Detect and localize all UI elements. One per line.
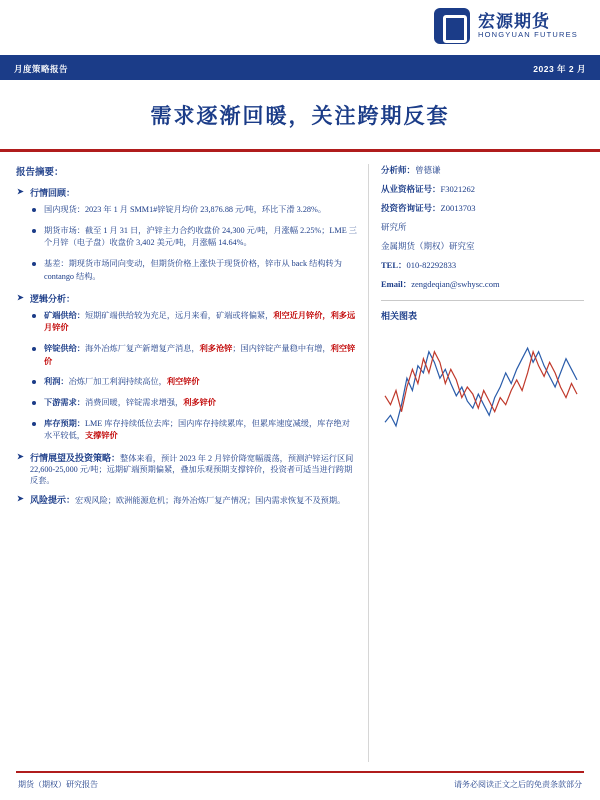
related-chart (381, 328, 581, 446)
logic-analysis-items (30, 310, 358, 444)
qualification-value: F3021262 (440, 184, 475, 194)
summary-heading: 报告摘要： (16, 167, 64, 178)
chart-svg (381, 328, 581, 446)
document-footer (0, 771, 600, 800)
brand-text (478, 13, 578, 39)
summary-list (16, 186, 358, 506)
section-label: 行情回顾： (30, 188, 76, 198)
list-item-text: 国内现货：2023 年 1 月 SMM1#锌锭月均价 23,876.88 元/吨，环比下滑 3.28%。 (44, 205, 327, 214)
item-text: LME 库存持续低位去库；国内库存持续累库，但累库速度减缓，库存绝对水平较低， (44, 418, 350, 441)
footer-left-text: 期货（期权）研究报告 (18, 780, 98, 789)
item-text: 海外冶炼厂复产新增复产消息， (84, 343, 200, 353)
page-title: 需求逐渐回暖，关注跨期反套 (150, 104, 450, 128)
title-zone (0, 80, 600, 152)
item-lead: 库存预期： (44, 418, 85, 428)
list-item (30, 310, 358, 335)
institute-row: 金属期货（期权）研究室 (381, 241, 475, 251)
list-item (30, 204, 358, 217)
bullet-icon (32, 347, 36, 351)
department-row: 研究所 (381, 222, 407, 232)
email-value[interactable]: zengdeqian@swhysc.com (411, 279, 500, 289)
bullet-icon (32, 314, 36, 318)
summary-section-logic-analysis (16, 292, 358, 444)
chevron-right-icon: ➤ (17, 494, 24, 504)
section-text: 整体来看，预计 2023 年 2 月锌价降宽幅震荡，预测沪锌运行区间 22,600-25,000 元/吨；远期矿端预期偏紧，叠加乐观预期支撑锌价，投资者可适当进行跨期反套。 (30, 454, 354, 486)
item-lead: 利润： (44, 377, 69, 387)
item-highlight-1: 利多沧锌 (199, 343, 233, 353)
bullet-icon (32, 401, 36, 405)
item-highlight-2: 利空锌价 (44, 343, 356, 366)
list-item (30, 376, 358, 389)
email-row (381, 278, 584, 290)
item-highlight: 利多锌价 (183, 398, 216, 408)
analyst-name: 曾德谦 (415, 165, 441, 175)
analyst-row (381, 164, 584, 176)
qualification-row (381, 183, 584, 195)
divider (381, 300, 584, 301)
section-text: 宏观风险；欧洲能源危机；海外冶炼厂复产情况；国内需求恢复不及预期。 (75, 496, 346, 506)
report-type-label: 月度策略报告 (14, 64, 69, 74)
item-highlight: 利空锌价 (166, 377, 200, 387)
document-body (0, 152, 600, 762)
summary-section-market-review (16, 186, 358, 284)
bullet-icon (32, 208, 36, 212)
item-lead: 矿端供给： (44, 310, 85, 320)
list-item (30, 397, 358, 410)
bullet-icon (32, 422, 36, 426)
section-label: 风险提示： (30, 495, 76, 506)
bullet-icon (32, 262, 36, 266)
item-text: 消费回暖，锌锭需求增强， (84, 398, 184, 408)
item-highlight: 利空近月锌价，利多远月锌价 (44, 310, 356, 333)
item-text-2: ；国内锌锭产量稳中有增， (232, 343, 331, 353)
bullet-icon (32, 229, 36, 233)
summary-column (16, 164, 368, 762)
brand-logo (434, 8, 578, 44)
list-item-text: 基差：期现货市场同向变动，但期货价格上涨快于现货价格，锌市从 back 结构转为 contango 结构。 (44, 259, 342, 281)
analyst-label: 分析师： (381, 165, 416, 175)
chevron-right-icon: ➤ (17, 292, 24, 302)
consult-value: Z0013703 (440, 203, 476, 213)
list-item (30, 258, 358, 283)
tel-value: 010-82292833 (406, 260, 457, 270)
report-ribbon (0, 58, 600, 80)
chevron-right-icon: ➤ (17, 452, 24, 462)
charts-panel-title: 相关图表 (381, 311, 418, 321)
tel-label: TEL： (381, 260, 407, 270)
list-item-text: 期货市场：截至 1 月 31 日，沪锌主力合约收盘价 24,300 元/吨，月涨幅 2.25%；LME 三个月锌（电子盘）收盘价 3,402 美元/吨，月涨幅 14.64%。 (44, 225, 357, 248)
tel-row (381, 259, 584, 271)
item-highlight: 支撑锌价 (84, 431, 118, 441)
list-item (30, 418, 358, 443)
list-item (30, 343, 358, 368)
qualification-label: 从业资格证号： (381, 184, 441, 194)
item-text: 冶炼厂加工利润持续高位， (68, 377, 167, 387)
item-lead: 下游需求： (44, 398, 85, 408)
contact-column (368, 164, 584, 762)
email-label: Email： (381, 279, 412, 289)
consult-label: 投资咨询证号： (381, 203, 441, 213)
document-header (0, 0, 600, 58)
brand-name-en: HONGYUAN FUTURES (477, 29, 578, 39)
brand-name-cn: 宏源期货 (477, 12, 550, 32)
summary-section-outlook (16, 451, 358, 486)
list-item (30, 225, 358, 250)
consult-row (381, 202, 584, 214)
bullet-icon (32, 380, 36, 384)
section-label: 逻辑分析： (30, 293, 76, 304)
summary-section-risk (16, 493, 358, 506)
market-review-items (30, 204, 358, 284)
item-text: 短期矿端供给较为充足，远月来看，矿端或将偏紧， (84, 310, 274, 320)
chevron-right-icon: ➤ (17, 187, 24, 196)
footer-right-text: 请务必阅读正文之后的免责条款部分 (454, 780, 582, 789)
shield-logo-icon (434, 8, 470, 44)
item-lead: 锌锭供给： (44, 343, 85, 353)
report-date-label: 2023 年 2 月 (533, 64, 586, 74)
section-label: 行情展望及投资策略： (30, 453, 121, 464)
